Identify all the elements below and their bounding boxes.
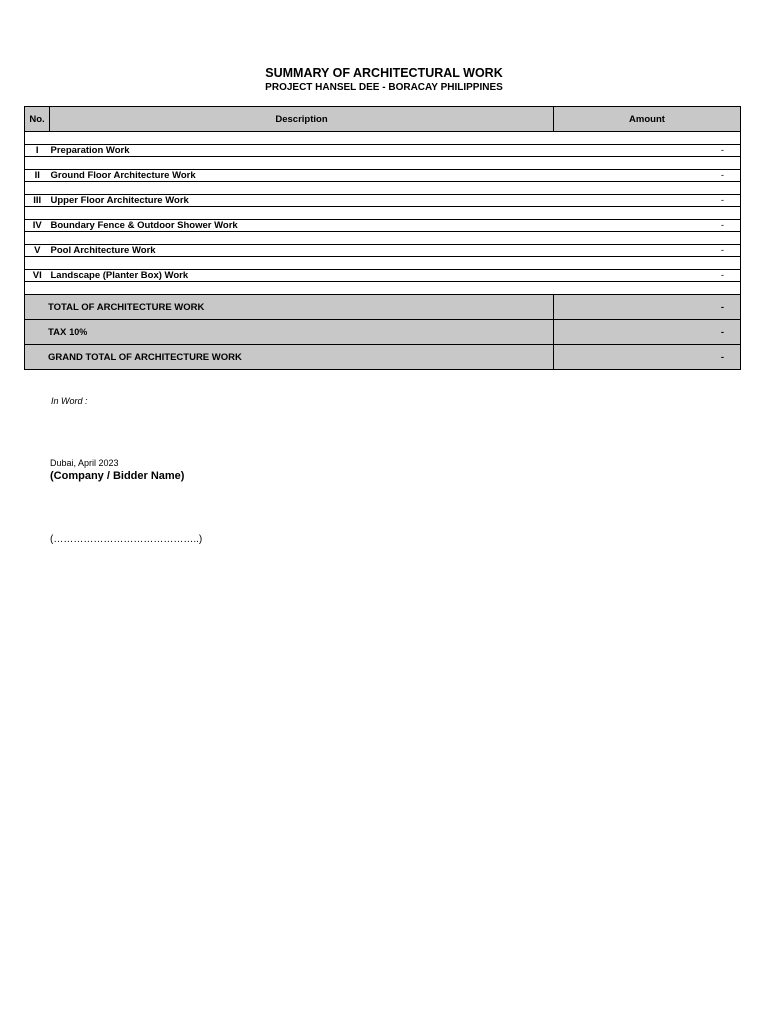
- item-number: II: [25, 170, 50, 182]
- table-header-row: [25, 107, 741, 132]
- item-description: Pool Architecture Work: [50, 245, 554, 257]
- item-amount: -: [554, 170, 741, 182]
- total-row: [25, 295, 741, 320]
- document-title: SUMMARY OF ARCHITECTURAL WORK: [265, 66, 503, 80]
- table-row: [25, 270, 741, 282]
- tax-row: [25, 320, 741, 345]
- tax-label: TAX: [48, 326, 67, 338]
- item-amount: -: [554, 220, 741, 232]
- signature-line: (……………………………………..): [50, 534, 203, 545]
- grand-total-row: [25, 345, 741, 370]
- table-row: [25, 170, 741, 182]
- item-description: Ground Floor Architecture Work: [50, 170, 554, 182]
- spacer-row: [25, 282, 741, 295]
- header-amount: Amount: [554, 107, 741, 132]
- spacer-row: [25, 257, 741, 270]
- total-amount: -: [554, 295, 741, 320]
- item-number: I: [25, 145, 50, 157]
- company-name: (Company / Bidder Name): [50, 470, 185, 482]
- header-no: No.: [25, 107, 50, 132]
- item-amount: -: [554, 245, 741, 257]
- place-date: Dubai, April 2023: [50, 458, 119, 468]
- item-number: VI: [25, 270, 50, 282]
- item-description: Boundary Fence & Outdoor Shower Work: [50, 220, 554, 232]
- item-description: Landscape (Planter Box) Work: [50, 270, 554, 282]
- grand-total-label: GRAND TOTAL OF ARCHITECTURE WORK: [25, 345, 554, 370]
- tax-amount: -: [554, 320, 741, 345]
- item-description: Preparation Work: [50, 145, 554, 157]
- spacer-row: [25, 232, 741, 245]
- table-row: [25, 220, 741, 232]
- table-row: [25, 245, 741, 257]
- in-word-label: In Word :: [51, 396, 88, 406]
- total-label: TOTAL OF ARCHITECTURE WORK: [25, 295, 554, 320]
- document-subtitle: PROJECT HANSEL DEE - BORACAY PHILIPPINES: [265, 82, 503, 93]
- tax-cell: [25, 320, 554, 345]
- item-description: Upper Floor Architecture Work: [50, 195, 554, 207]
- grand-total-amount: -: [554, 345, 741, 370]
- item-number: III: [25, 195, 50, 207]
- table-row: [25, 195, 741, 207]
- summary-table: [24, 106, 741, 370]
- item-amount: -: [554, 195, 741, 207]
- spacer-row: [25, 132, 741, 145]
- item-number: IV: [25, 220, 50, 232]
- spacer-row: [25, 207, 741, 220]
- spacer-row: [25, 157, 741, 170]
- item-amount: -: [554, 145, 741, 157]
- table-row: [25, 145, 741, 157]
- header-description: Description: [50, 107, 554, 132]
- spacer-row: [25, 182, 741, 195]
- tax-rate: 10%: [69, 326, 88, 337]
- item-amount: -: [554, 270, 741, 282]
- item-number: V: [25, 245, 50, 257]
